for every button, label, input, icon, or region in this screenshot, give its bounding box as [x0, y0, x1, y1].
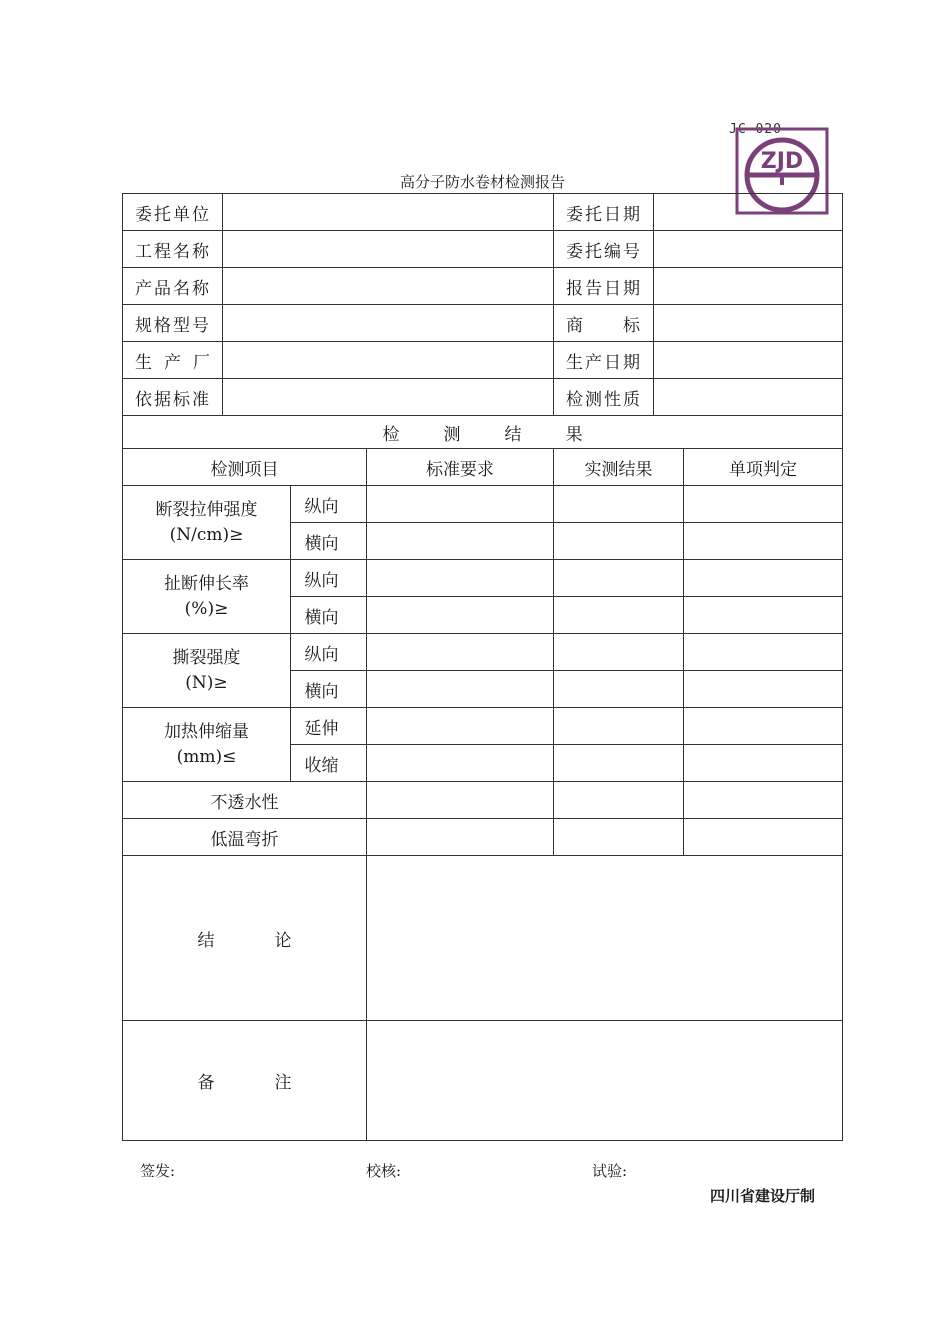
- dir-transverse: 横向: [291, 597, 367, 634]
- label-spec: 规格型号: [123, 305, 223, 342]
- cell-measured[interactable]: [554, 708, 684, 745]
- label-report-date: 报告日期: [554, 268, 654, 305]
- item-impermeable: 不透水性: [123, 782, 367, 819]
- issuing-authority: 四川省建设厅制: [710, 1187, 816, 1205]
- field-production-date[interactable]: [654, 342, 843, 379]
- section-title: 检 测 结 果: [123, 416, 843, 449]
- cell-judge[interactable]: [684, 560, 843, 597]
- label-entrust-date: 委托日期: [554, 194, 654, 231]
- cell-measured[interactable]: [554, 560, 684, 597]
- cell-req[interactable]: [367, 523, 554, 560]
- cell-req[interactable]: [367, 782, 554, 819]
- dir-shrink: 收缩: [291, 745, 367, 782]
- field-project[interactable]: [223, 231, 554, 268]
- row-conclusion: [123, 856, 843, 1021]
- item-heat-shrink: 加热伸缩量 (mm)≤: [123, 708, 291, 782]
- row-section-title: [123, 416, 843, 449]
- row-client: [123, 194, 843, 231]
- field-standard[interactable]: [223, 379, 554, 416]
- header-item: 检测项目: [123, 449, 367, 486]
- row-result-headers: [123, 449, 843, 486]
- cell-measured[interactable]: [554, 782, 684, 819]
- cell-measured[interactable]: [554, 634, 684, 671]
- label-trademark: 商 标: [554, 305, 654, 342]
- dir-longitudinal: 纵向: [291, 634, 367, 671]
- dir-transverse: 横向: [291, 671, 367, 708]
- cell-judge[interactable]: [684, 819, 843, 856]
- row-product: [123, 268, 843, 305]
- item-cold-bend: 低温弯折: [123, 819, 367, 856]
- field-manufacturer[interactable]: [223, 342, 554, 379]
- cell-judge[interactable]: [684, 782, 843, 819]
- cell-judge[interactable]: [684, 745, 843, 782]
- cell-judge[interactable]: [684, 708, 843, 745]
- row-maker: [123, 342, 843, 379]
- row-cold-bend: [123, 819, 843, 856]
- cell-measured[interactable]: [554, 597, 684, 634]
- label-remarks: 备 注: [123, 1021, 367, 1141]
- cell-judge[interactable]: [684, 523, 843, 560]
- header-judgement: 单项判定: [684, 449, 843, 486]
- field-entrust-no[interactable]: [654, 231, 843, 268]
- header-measured: 实测结果: [554, 449, 684, 486]
- item-elongation: 扯断伸长率 (%)≥: [123, 560, 291, 634]
- cell-req[interactable]: [367, 671, 554, 708]
- field-remarks[interactable]: [367, 1021, 843, 1141]
- cell-judge[interactable]: [684, 671, 843, 708]
- field-product[interactable]: [223, 268, 554, 305]
- row-impermeable: [123, 782, 843, 819]
- cell-judge[interactable]: [684, 486, 843, 523]
- row-tensile-long: [123, 486, 843, 523]
- field-trademark[interactable]: [654, 305, 843, 342]
- label-client: 委托单位: [123, 194, 223, 231]
- row-heat-extend: [123, 708, 843, 745]
- page-title: 高分子防水卷材检测报告: [399, 173, 565, 191]
- label-conclusion: 结 论: [123, 856, 367, 1021]
- row-standard: [123, 379, 843, 416]
- cell-measured[interactable]: [554, 819, 684, 856]
- cell-measured[interactable]: [554, 745, 684, 782]
- label-test-nature: 检测性质: [554, 379, 654, 416]
- label-product: 产品名称: [123, 268, 223, 305]
- cell-req[interactable]: [367, 634, 554, 671]
- cell-req[interactable]: [367, 745, 554, 782]
- field-conclusion[interactable]: [367, 856, 843, 1021]
- cell-measured[interactable]: [554, 523, 684, 560]
- header-requirement: 标准要求: [367, 449, 554, 486]
- item-tensile: 断裂拉伸强度 (N/cm)≥: [123, 486, 291, 560]
- label-project: 工程名称: [123, 231, 223, 268]
- cell-req[interactable]: [367, 486, 554, 523]
- row-project: [123, 231, 843, 268]
- cell-measured[interactable]: [554, 671, 684, 708]
- field-client[interactable]: [223, 194, 554, 231]
- dir-transverse: 横向: [291, 523, 367, 560]
- dir-longitudinal: 纵向: [291, 486, 367, 523]
- label-production-date: 生产日期: [554, 342, 654, 379]
- label-standard: 依据标准: [123, 379, 223, 416]
- label-entrust-no: 委托编号: [554, 231, 654, 268]
- cell-judge[interactable]: [684, 597, 843, 634]
- row-spec: [123, 305, 843, 342]
- row-tear-long: [123, 634, 843, 671]
- logo-text: ZJD: [760, 149, 804, 174]
- field-spec[interactable]: [223, 305, 554, 342]
- cell-measured[interactable]: [554, 486, 684, 523]
- row-elongation-long: [123, 560, 843, 597]
- label-manufacturer: 生 产 厂: [123, 342, 223, 379]
- sign-issue: 签发:: [140, 1162, 176, 1180]
- cell-req[interactable]: [367, 708, 554, 745]
- item-tear: 撕裂强度 (N)≥: [123, 634, 291, 708]
- cell-judge[interactable]: [684, 634, 843, 671]
- field-report-date[interactable]: [654, 268, 843, 305]
- form-code: JC-020: [729, 122, 782, 137]
- report-table: [122, 193, 843, 1141]
- field-entrust-date[interactable]: [654, 194, 843, 231]
- field-test-nature[interactable]: [654, 379, 843, 416]
- cell-req[interactable]: [367, 819, 554, 856]
- cell-req[interactable]: [367, 597, 554, 634]
- row-remarks: [123, 1021, 843, 1141]
- dir-longitudinal: 纵向: [291, 560, 367, 597]
- sign-test: 试验:: [592, 1162, 628, 1180]
- cell-req[interactable]: [367, 560, 554, 597]
- sign-review: 校核:: [366, 1162, 402, 1180]
- dir-extend: 延伸: [291, 708, 367, 745]
